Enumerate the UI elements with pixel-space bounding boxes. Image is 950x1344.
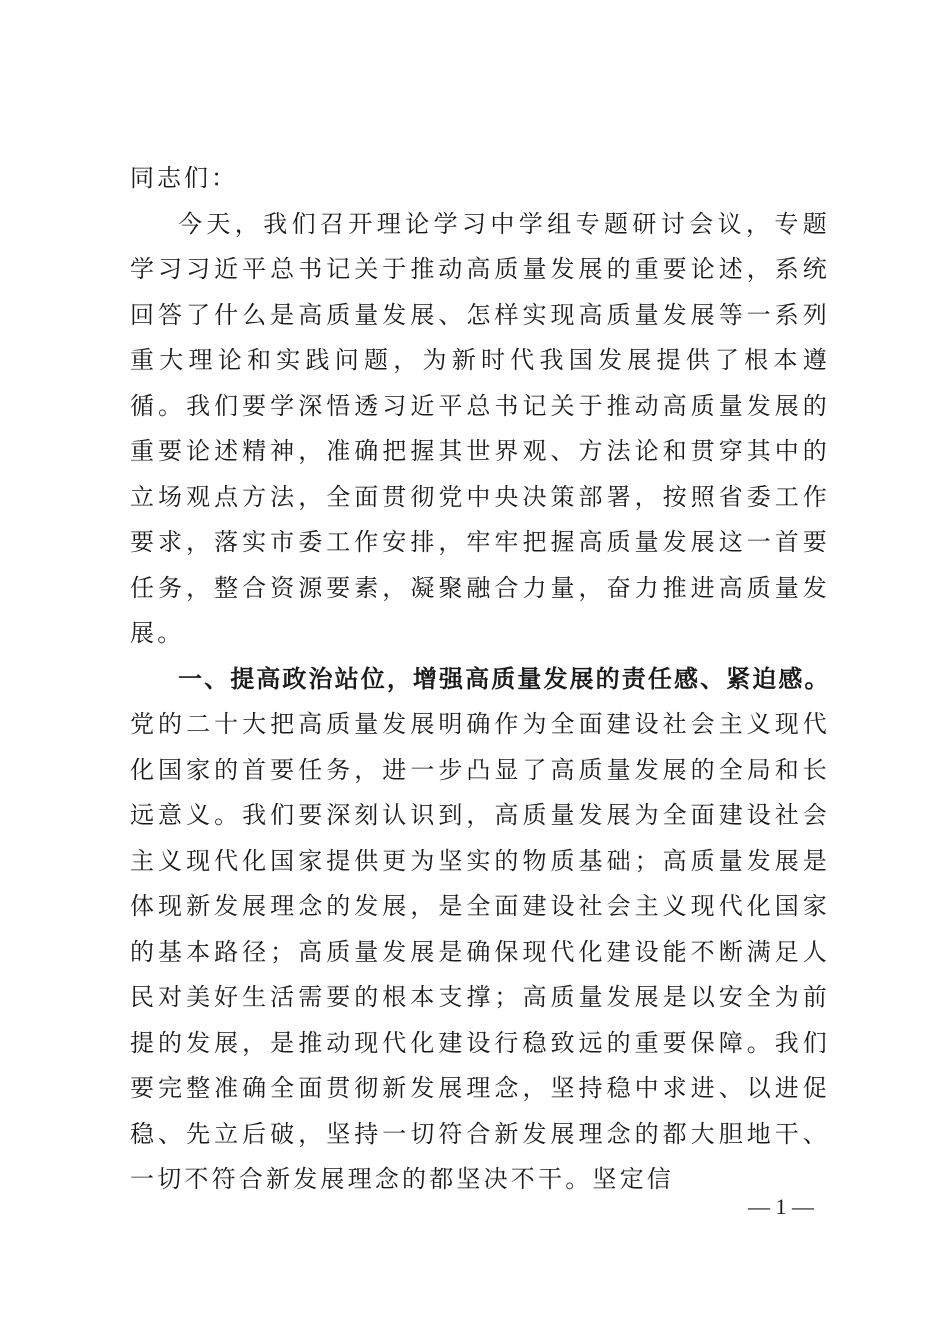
document-body bbox=[130, 156, 830, 1203]
page-number: — 1 — bbox=[748, 1194, 814, 1219]
intro-paragraph-text: 今天，我们召开理论学习中学组专题研讨会议，专题学习习近平总书记关于推动高质量发展的重要论述，系统回答了什么是高质量发展、怎样实现高质量发展等一系列重大理论和实践问题，为新时代我国发展提供了根本遵循。我们要学深悟透习近平总书记关于推动高质量发展的重要论述精神，准确把握其世界观、方法论和贯穿其中的立场观点方法，全面贯彻党中央决策部署，按照省委工作要求，落实市委工作安排，牢牢把握高质量发展这一首要任务，整合资源要素，凝聚融合力量，奋力推进高质量发展。 bbox=[130, 209, 830, 647]
salutation: 同志们： bbox=[130, 164, 238, 192]
section-one-heading: 一、提高政治站位，增强高质量发展的责任感、紧迫感。 bbox=[178, 664, 830, 693]
intro-paragraph bbox=[130, 202, 830, 657]
section-one-paragraph bbox=[130, 657, 830, 1203]
section-one-text: 党的二十大把高质量发展明确作为全面建设社会主义现代化国家的首要任务，进一步凸显了高质量发展的全局和长远意义。我们要深刻认识到，高质量发展为全面建设社会主义现代化国家提供更为坚实的物质基础；高质量发展是体现新发展理念的发展，是全面建设社会主义现代化国家的基本路径；高质量发展是确保现代化建设能不断满足人民对美好生活需要的根本支撑；高质量发展是以安全为前提的发展，是推动现代化建设行稳致远的重要保障。我们要完整准确全面贯彻新发展理念，坚持稳中求进、以进促稳、先立后破，坚持一切符合新发展理念的都大胆地干、一切不符合新发展理念的都坚决不干。坚定信 bbox=[130, 710, 830, 1193]
